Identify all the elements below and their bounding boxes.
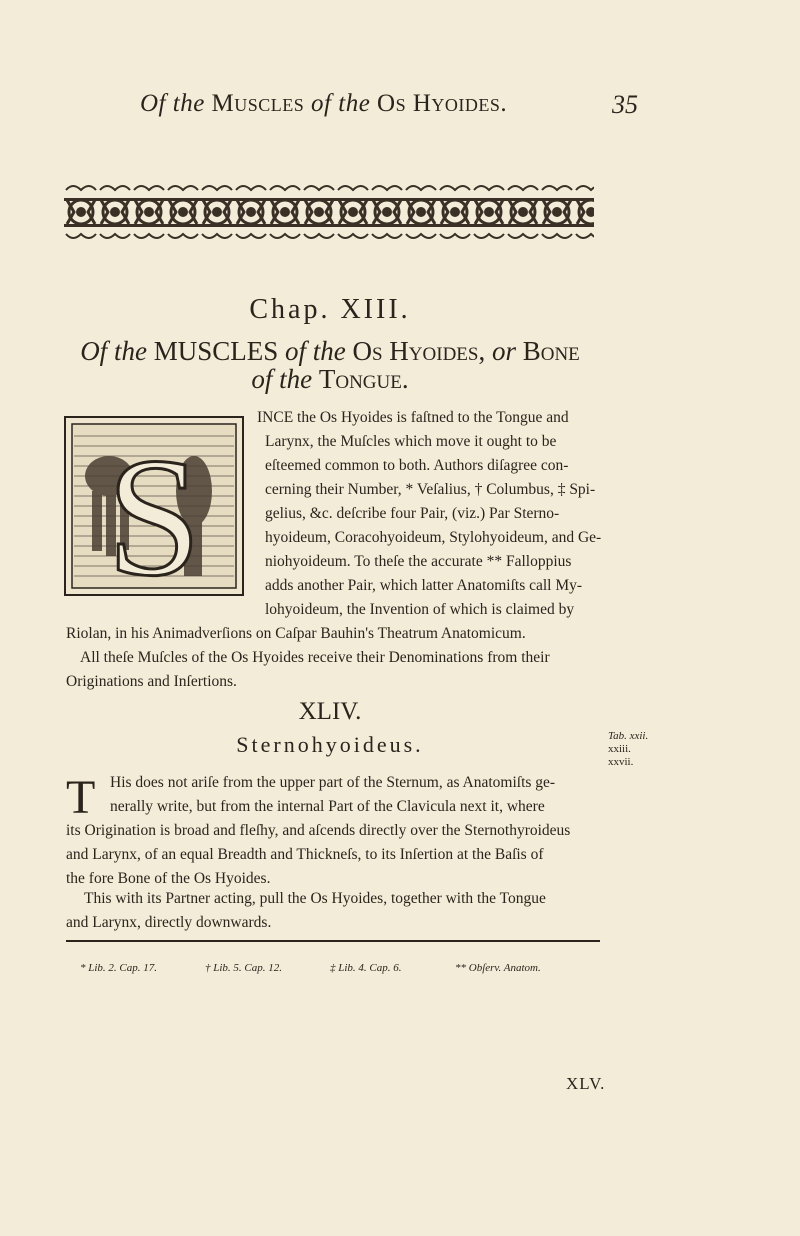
- section-name: Sternohyoideus.: [236, 732, 424, 757]
- title-os-hyoides: Os Hyoides,: [352, 336, 486, 366]
- title-or: or: [491, 336, 516, 366]
- title-bone: Bone: [522, 336, 580, 366]
- text-line: Larynx, the Muſcles which move it ought to be: [265, 433, 557, 450]
- text-line: All theſe Muſcles of the Os Hyoides receive their Denominations from their: [80, 649, 550, 666]
- footnote-rule: [66, 940, 600, 942]
- running-head-of-the-2: of the: [311, 90, 371, 117]
- title-of-the-2: of the: [284, 336, 346, 366]
- text-line: nerally write, but from the internal Part of the Clavicula next it, where: [110, 798, 545, 815]
- margin-note-line: xxiii.: [608, 743, 631, 755]
- margin-note: [608, 730, 648, 769]
- running-head-muscles: Muscles: [211, 90, 305, 117]
- headpiece-ornament: [64, 182, 594, 242]
- text-line: lohyoideum, the Invention of which is claimed by: [265, 601, 575, 618]
- text-line: Originations and Inſertions.: [66, 673, 237, 690]
- text-line: This with its Partner acting, pull the Os Hyoides, together with the Tongue: [84, 890, 546, 907]
- chapter-label: Chap. XIII.: [249, 294, 411, 325]
- text-line: INCE the Os Hyoides is faſtned to the Tongue and: [257, 409, 569, 426]
- drop-cap-s-illustration: [64, 416, 244, 596]
- text-line: and Larynx, directly downwards.: [66, 914, 272, 931]
- text-line: cerning their Number, * Veſalius, † Columbus, ‡ Spi-: [265, 481, 596, 498]
- footnote: ** Obſerv. Anatom.: [455, 962, 541, 974]
- title-of-the: Of the: [80, 336, 147, 366]
- text-line: hyoideum, Coracohyoideum, Stylohyoideum, and Ge-: [265, 529, 602, 546]
- running-head-os-hyoides: Os Hyoides.: [377, 90, 508, 117]
- footnote: ‡ Lib. 4. Cap. 6.: [330, 962, 402, 974]
- running-head: [140, 90, 640, 118]
- footnote: † Lib. 5. Cap. 12.: [205, 962, 283, 974]
- page-number: 35: [612, 90, 638, 119]
- text-line: niohyoideum. To theſe the accurate ** Falloppius: [265, 553, 572, 570]
- section-number: XLIV.: [298, 698, 362, 725]
- drop-cap-t: T: [66, 771, 96, 824]
- svg-text:S: S: [106, 423, 202, 596]
- margin-note-line: Tab. xxii.: [608, 730, 649, 742]
- running-head-of-the: Of the: [140, 90, 205, 117]
- title-muscles: MUSCLES: [153, 336, 279, 366]
- text-line: adds another Pair, which latter Anatomiſts call My-: [265, 577, 583, 594]
- text-line: gelius, &c. deſcribe four Pair, (viz.) Par Sterno-: [265, 505, 560, 522]
- text-line: its Origination is broad and fleſhy, and aſcends directly over the Sternothyroideus: [66, 822, 571, 839]
- text-line: eſteemed common to both. Authors diſagree con-: [265, 457, 569, 474]
- text-line: Riolan, in his Animadverſions on Caſpar Bauhin's Theatrum Anatomicum.: [66, 625, 526, 642]
- catchword: XLV.: [566, 1074, 606, 1093]
- chapter-title-line-1: [0, 336, 660, 367]
- title-tongue: Tongue.: [318, 364, 409, 394]
- text-line: and Larynx, of an equal Breadth and Thickneſs, to its Inſertion at the Baſis of: [66, 846, 544, 863]
- text-line: the fore Bone of the Os Hyoides.: [66, 870, 271, 887]
- chapter-title-line-2: [0, 364, 660, 395]
- title-of-the-3: of the: [251, 364, 313, 394]
- footnote: * Lib. 2. Cap. 17.: [80, 962, 158, 974]
- margin-note-line: xxvii.: [608, 756, 634, 768]
- text-line: His does not ariſe from the upper part of the Sternum, as Anatomiſts ge-: [110, 774, 556, 791]
